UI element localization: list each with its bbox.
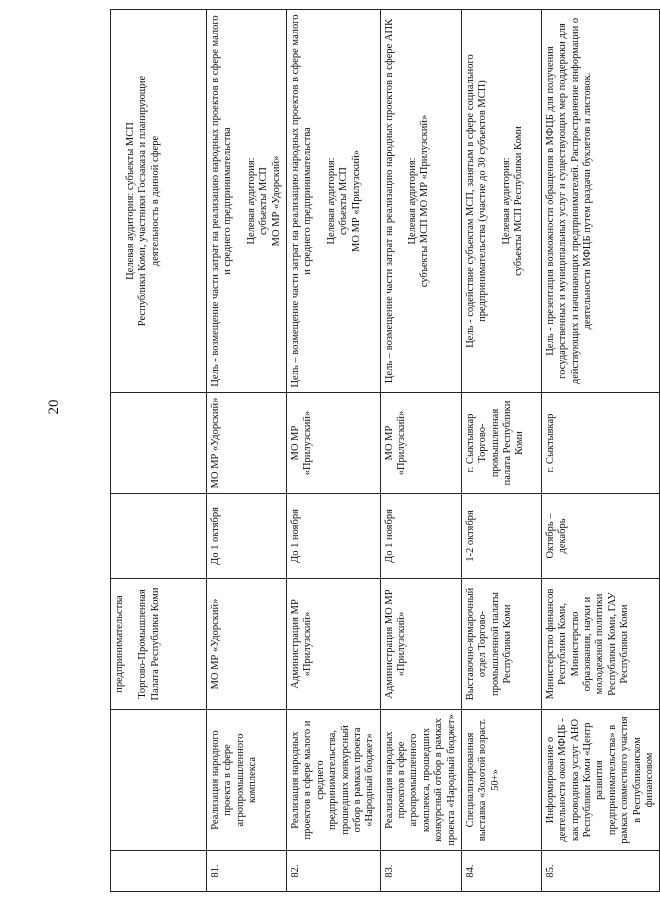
cell-num: 82. (287, 851, 381, 892)
cell-num: 81. (207, 851, 287, 892)
table-row (461, 10, 541, 892)
cell-event: Специализированная выставка «Золотой возраст. 50+» (461, 710, 541, 851)
cell-goal (541, 10, 659, 393)
cell-event: Информирование о деятельности окон МФЦБ - как проводника услуг АНО Республики Коми «Центр развития предпринимательства» в рамках совместного участия в Республиканском финансовом (541, 710, 659, 851)
cell-num: 83. (380, 851, 461, 892)
cell-date: Октябрь – декабрь (541, 494, 659, 579)
cell-event (111, 710, 207, 851)
audience-label: Целевая аудитория: (500, 157, 512, 245)
cell-goal (111, 10, 207, 393)
cell-goal (287, 10, 381, 393)
cell-place: МО МР «Прилузский» (380, 393, 461, 494)
goal-text: Цель – возмещение части затрат на реализацию народных проектов в сфере малого и среднего предпринимательства (290, 14, 314, 388)
cell-place: МО МР «Удорский» (207, 393, 287, 494)
table-row-continuation (111, 10, 207, 892)
header-goal-line: Целевая аудитория: субъекты МСП (125, 122, 136, 280)
cell-goal (461, 10, 541, 393)
audience-line: субъекты МСП (338, 167, 350, 235)
cell-num: 84. (461, 851, 541, 892)
cell-date: До 1 октября (207, 494, 287, 579)
audience-line: МО МР «Прилузский» (350, 150, 362, 252)
cell-num: 85. (541, 851, 659, 892)
cell-organizer: Выставочно-ярмарочный отдел Торгово-промышленной палаты Республики Коми (461, 579, 541, 710)
events-table (110, 9, 660, 892)
goal-text: Цель - содействие субъектам МСП, занятым в сфере социального предпринимательства (участие до 30 субъектов МСП) (464, 54, 489, 348)
header-org-line: Торгово-Промышленная (137, 589, 149, 699)
table-row (207, 10, 287, 892)
cell-event: Реализация народного проекта в сфере агропромышленного комплекса (207, 710, 287, 851)
cell-goal (380, 10, 461, 393)
cell-date: До 1 ноября (380, 494, 461, 579)
cell-num (111, 851, 207, 892)
rotated-table-wrapper (110, 12, 655, 892)
cell-event: Реализация народных проектов в сфере малого и среднего предпринимательства, прошедших конкурсный отбор в рамках проекта «Народный бюджет» (287, 710, 381, 851)
header-goal-line: Республики Коми, участники Госзаказа и планирующие (137, 75, 149, 327)
header-org-line: предпринимательства (114, 595, 125, 693)
cell-date (111, 494, 207, 579)
cell-place: г. Сыктывкар Торгово-промышленная палата Республики Коми (461, 393, 541, 494)
cell-organizer: Министерство финансов Республики Коми, Министерство образования, науки и молодежной политики Республики Коми, ГАУ Республики Коми (541, 579, 659, 710)
audience-line: субъекты МСП Республики Коми (513, 126, 524, 276)
audience-label: Целевая аудитория: (407, 157, 418, 245)
header-goal-line: деятельность в данной сфере (149, 135, 161, 267)
table-row (541, 10, 659, 892)
audience-line: субъекты МСП (258, 167, 270, 235)
goal-text: Цель - возмещение части затрат на реализацию народных проектов в сфере малого и среднего предпринимательства (210, 15, 234, 387)
cell-date: 1-2 октября (461, 494, 541, 579)
cell-organizer: МО МР «Удорский» (207, 579, 287, 710)
audience-label: Целевая аудитория: (325, 157, 337, 245)
goal-text: Цель – возмещение части затрат на реализацию народных проектов в сфере АПК (383, 18, 395, 384)
table-row (380, 10, 461, 892)
cell-place: МО МР «Прилузский» (287, 393, 381, 494)
page-number: 20 (46, 399, 62, 415)
cell-goal (207, 10, 287, 393)
audience-label: Целевая аудитория: (245, 157, 257, 245)
cell-organizer (111, 579, 207, 710)
cell-event: Реализация народных проектов в сфере агропромышленного комплекса, прошедших конкурсный отбор в рамках проекта «Народный бюджет» (380, 710, 461, 851)
cell-organizer: Администрация МО МР «Прилузский» (380, 579, 461, 710)
cell-date: До 1 ноября (287, 494, 381, 579)
header-org-line: Палата Республики Коми (149, 587, 161, 701)
cell-organizer: Администрация МР «Прилузский» (287, 579, 381, 710)
cell-place (111, 393, 207, 494)
table-row (287, 10, 381, 892)
audience-line: МО МР «Удорский» (270, 155, 282, 247)
table-stage (110, 12, 655, 892)
audience-line: субъекты МСП МО МР «Прилузский» (419, 114, 431, 288)
goal-text: Цель - презентация возможности обращения в МФЦБ для получения государственных и муниципальных услуг и существующих мер поддержки для действующих и начинающих предпринимателей. Распространение информации о деятельности МФЦБ путем раздачи буклетов и листовок. (544, 17, 593, 385)
cell-place: г. Сыктывкар (541, 393, 659, 494)
